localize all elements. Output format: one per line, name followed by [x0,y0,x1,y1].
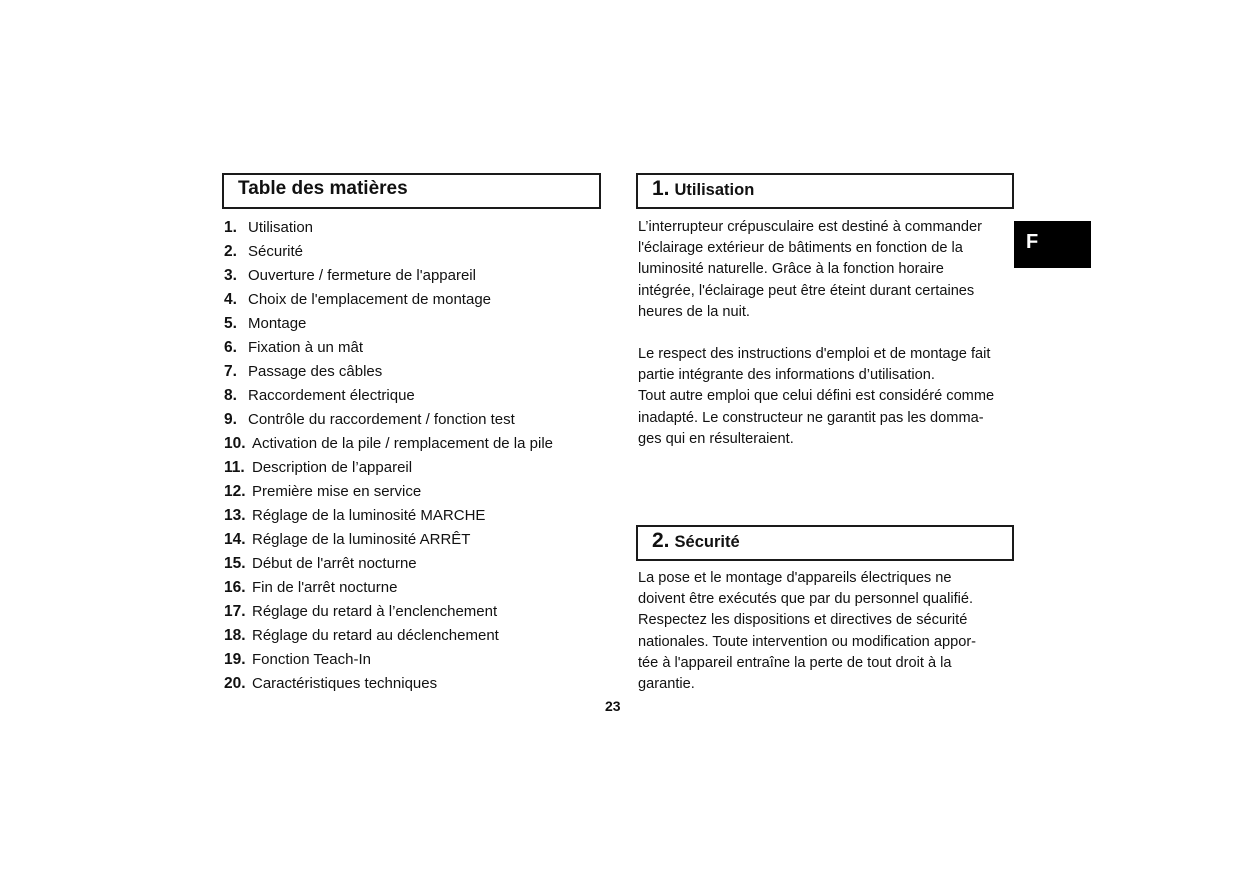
text-line: L’interrupteur crépusculaire est destiné à commander [638,219,982,235]
toc-item[interactable] [224,408,553,432]
toc-item-label: Réglage de la luminosité ARRÊT [252,531,471,548]
toc-item[interactable] [224,552,553,576]
toc-item-number: 2. [224,243,237,260]
toc-item-label: Contrôle du raccordement / fonction test [248,411,515,428]
toc-item[interactable] [224,672,553,696]
toc-title: Table des matières [238,178,408,199]
toc-item-number: 8. [224,387,237,404]
section-number: 2. [652,529,670,552]
toc-item-label: Activation de la pile / remplacement de la pile [252,435,553,452]
text-line: heures de la nuit. [638,303,750,320]
toc-item[interactable] [224,576,553,600]
language-tab [1014,221,1091,268]
page-number: 23 [605,698,621,714]
text-line: La pose et le montage d'appareils électriques ne [638,570,952,586]
toc-item-label: Réglage du retard à l’enclenchement [252,603,498,620]
toc-item[interactable] [224,384,553,408]
toc-heading-box [222,173,601,209]
toc-item-number: 20. [224,675,246,692]
toc-item-label: Ouverture / fermeture de l'appareil [248,267,476,284]
toc-item-label: Montage [248,315,307,332]
toc-item-number: 3. [224,267,237,284]
section-title: Sécurité [674,533,740,551]
text-line: luminosité naturelle. Grâce à la fonction horaire [638,261,944,278]
text-line: Tout autre emploi que celui défini est considéré comme [638,388,995,405]
toc-item-label: Début de l'arrêt nocturne [252,555,417,572]
section-title: Utilisation [674,181,755,199]
text-line: intégrée, l'éclairage peut être éteint durant certaines [638,282,975,299]
toc-item-label: Réglage du retard au déclenchement [252,627,499,644]
toc-item[interactable] [224,504,553,528]
toc-item[interactable] [224,336,553,360]
section-utilisation-heading [652,177,754,201]
toc-item-label: Réglage de la luminosité MARCHE [252,507,486,524]
section-securite-heading [652,529,740,553]
toc-item-label: Fonction Teach-In [252,651,371,668]
text-line: nationales. Toute intervention ou modification appor- [638,633,977,650]
text-line: partie intégrante des informations d’utilisation. [638,367,935,384]
toc-item-number: 13. [224,507,246,524]
toc-item-number: 4. [224,291,237,308]
toc-item[interactable] [224,648,553,672]
toc-item[interactable] [224,240,553,264]
toc-item-number: 12. [224,483,246,500]
toc-item-label: Description de l’appareil [252,459,413,476]
text-line: Respectez les dispositions et directives de sécurité [638,612,968,629]
toc-item-label: Fixation à un mât [248,339,364,356]
section-utilisation-paragraph-2 [638,344,1018,450]
toc-item[interactable] [224,624,553,648]
section-securite-paragraph [638,568,1018,695]
toc-item-number: 14. [224,531,246,548]
text-line: Le respect des instructions d'emploi et de montage fait [638,346,991,362]
toc-item-number: 19. [224,651,246,668]
toc-item-label: Caractéristiques techniques [252,675,438,692]
toc-item[interactable] [224,528,553,552]
toc-item[interactable] [224,312,553,336]
toc-item[interactable] [224,456,553,480]
text-line: tée à l'appareil entraîne la perte de tout droit à la [638,654,952,671]
toc-item-number: 6. [224,339,237,356]
toc-item-label: Sécurité [248,243,304,260]
toc-item-number: 11. [224,459,245,476]
section-securite-heading-box [636,525,1014,561]
toc-item-number: 16. [224,579,246,596]
toc-list [224,216,553,696]
toc-item[interactable] [224,600,553,624]
toc-item-label: Choix de l'emplacement de montage [248,291,492,308]
toc-item-number: 9. [224,411,237,428]
section-utilisation-paragraph-1 [638,217,1018,323]
text-line: ges qui en résulteraient. [638,430,794,447]
language-tab-label: F [1026,231,1039,253]
text-line: l'éclairage extérieur de bâtiments en fonction de la [638,240,963,257]
toc-item-number: 17. [224,603,246,620]
toc-item-number: 1. [224,219,237,236]
text-line: garantie. [638,676,695,693]
toc-item-label: Fin de l'arrêt nocturne [252,579,398,596]
toc-item-number: 7. [224,363,237,380]
section-utilisation-heading-box [636,173,1014,209]
toc-item[interactable] [224,216,553,240]
toc-item[interactable] [224,432,553,456]
section-number: 1. [652,177,670,200]
text-line: inadapté. Le constructeur ne garantit pas les domma- [638,409,984,426]
toc-item-label: Utilisation [248,219,314,236]
toc-item-number: 15. [224,555,246,572]
toc-item[interactable] [224,480,553,504]
toc-item-number: 5. [224,315,237,332]
toc-item-label: Première mise en service [252,483,422,500]
toc-item-label: Raccordement électrique [248,387,415,404]
toc-item[interactable] [224,288,553,312]
text-line: doivent être exécutés que par du personnel qualifié. [638,591,974,608]
toc-item[interactable] [224,360,553,384]
toc-item-number: 10. [224,435,246,452]
toc-item-number: 18. [224,627,246,644]
toc-item[interactable] [224,264,553,288]
toc-item-label: Passage des câbles [248,363,383,380]
